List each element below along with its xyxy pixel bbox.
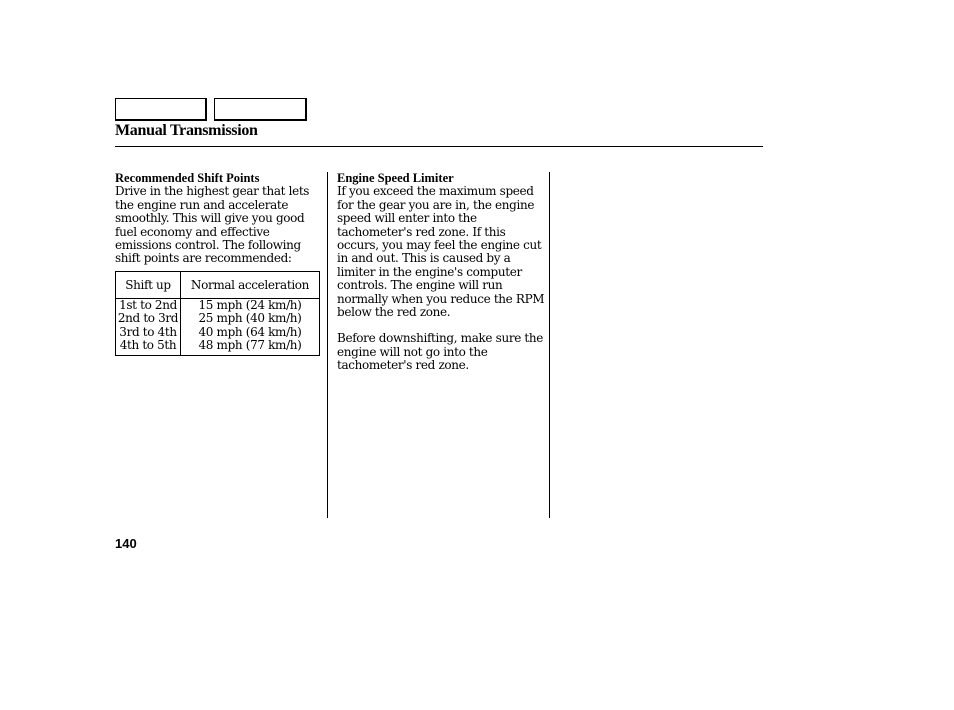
table-cell: 4th to 5th bbox=[119, 338, 177, 353]
column-divider-1 bbox=[327, 172, 328, 518]
speed-limiter-paragraph-1: If you exceed the maximum speed for the gear you are in, the engine speed will enter into the tachometer's red zone. If this occurs, you may feel the engine cut in and out. This is caused by a limiter in the engine's computer controls. The engine will run normally when you reduce the RPM below the red zone. bbox=[337, 184, 545, 320]
speed-limiter-heading: Engine Speed Limiter bbox=[337, 171, 454, 185]
table-cell: 40 mph (64 km/h) bbox=[198, 324, 302, 339]
page-number: 140 bbox=[115, 536, 137, 551]
page-title: Manual Transmission bbox=[115, 122, 258, 139]
table-cell: 3rd to 4th bbox=[119, 324, 177, 339]
right-column bbox=[337, 172, 547, 373]
header-tab-box-1 bbox=[115, 98, 207, 121]
header-tab-box-2 bbox=[214, 98, 307, 121]
left-column bbox=[115, 172, 321, 266]
table-cell: 48 mph (77 km/h) bbox=[198, 338, 302, 353]
normal-acceleration-cell bbox=[181, 299, 320, 356]
shift-points-heading: Recommended Shift Points bbox=[115, 171, 260, 185]
shift-points-body: Drive in the highest gear that lets the engine run and accelerate smoothly. This will give you good fuel economy and effective emissions control. The following shift points are recommended: bbox=[115, 184, 310, 266]
speed-limiter-paragraph-2: Before downshifting, make sure the engine will not go into the tachometer's red zone. bbox=[337, 331, 544, 373]
column-divider-2 bbox=[549, 172, 550, 518]
table-header-row bbox=[116, 272, 320, 299]
shift-up-cell bbox=[116, 299, 181, 356]
table-cell: 15 mph (24 km/h) bbox=[198, 298, 302, 312]
table-body-row bbox=[116, 299, 320, 356]
table-cell: 2nd to 3rd bbox=[117, 311, 179, 326]
shift-points-table bbox=[115, 271, 320, 356]
table-cell: 25 mph (40 km/h) bbox=[198, 311, 302, 326]
table-header-shift-up: Shift up bbox=[116, 272, 181, 299]
table-cell: 1st to 2nd bbox=[119, 298, 177, 312]
table-header-normal-acceleration: Normal acceleration bbox=[181, 272, 320, 299]
title-rule bbox=[115, 146, 763, 147]
